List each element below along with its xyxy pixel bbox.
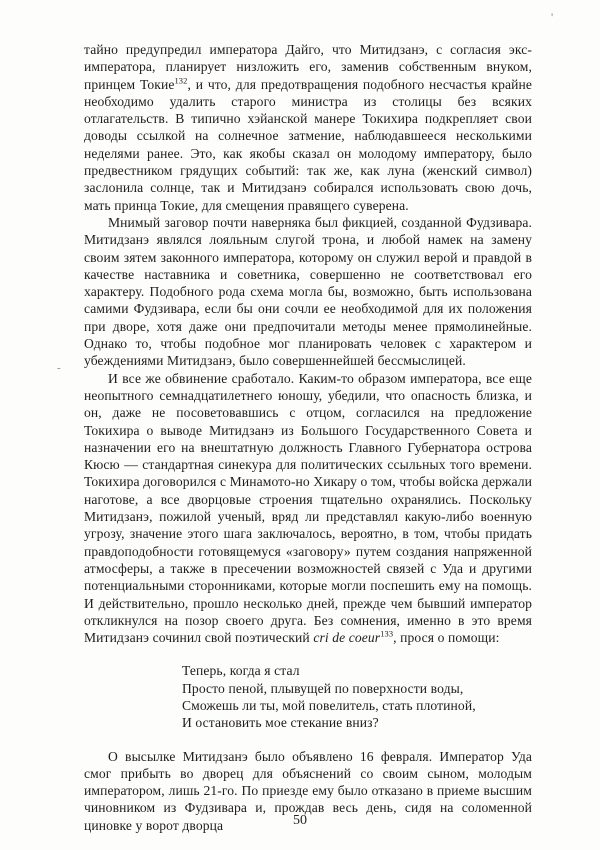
- scan-artifact-left-margin: -: [57, 362, 61, 374]
- text-segment: О высылке Митидзанэ было объявлено 16 февраля. Император Уда смог прибыть во дворец для объяснений со своим сыном, молодым императором, лишь 21-го. По приезде ему было отказано в приеме высшим чиновником из Фудзивара и, прождав весь день, сидя на соломенной циновке у ворот дворца: [84, 748, 532, 833]
- text-segment: Мнимый заговор почти наверняка был фикцией, созданной Фудзивара. Митидзанэ являлся лояльным слугой трона, и любой намек на замену своим зятем законного императора, которому он служил верой и правдой в качестве наставника и советника, совершенно не соответствовал его характеру. Подобного рода схема могла бы, возможно, быть использована самими Фудзивара, если бы они сочли ее необходимой для их положения при дворе, хотя даже они предпочитали методы менее прямолинейные. Однако то, чтобы подобное мог планировать человек с характером и убеждениями Митидзанэ, было совершеннейшей бессмыслицей.: [84, 214, 532, 369]
- paragraph: [84, 370, 532, 647]
- poem-line: Теперь, когда я стал: [182, 663, 300, 679]
- poem: [182, 662, 532, 731]
- scan-artifact-top-right: ': [551, 10, 554, 24]
- footnote-marker: 132: [174, 75, 188, 86]
- poem-line: И остановить мое стекание вниз?: [182, 715, 379, 731]
- latin-phrase: cri de coeur: [313, 630, 381, 646]
- poem-line: Сможешь ли ты, мой повелитель, стать плотиной,: [182, 697, 476, 713]
- text-segment: И все же обвинение сработало. Каким-то образом императора, все еще неопытного семнадцатилетнего юношу, убедили, что опасность близка, и он, даже не посоветовавшись с отцом, согласился на предложение Токихира о выводе Митидзанэ из Большого Государственного Совета и назначении его на внештатную должность Главного Губернатора острова Кюсю — стандартная синекура для политических ссыльных того времени. Токихира договорился с Минамото-но Хикару о том, чтобы войска держали наготове, а все дворцовые строения тщательно охранялись. Поскольку Митидзанэ, пожилой ученый, вряд ли представлял какую-либо военную угрозу, значение этого шага заключалось, вероятно, в том, чтобы придать правдоподобности готовящемуся «заговору» путем создания напряженной атмосферы, а также в пресечении возможностей связей с Уда и другими потенциальными сторонниками, которые могли поспешить ему на помощь. И действительно, прошло несколько дней, прежде чем бывший император откликнулся на позор своего друга. Без сомнения, именно в это время Митидзанэ сочинил свой поэтический: [84, 370, 532, 646]
- paragraph: [84, 214, 532, 370]
- paragraph: [84, 41, 532, 214]
- poem-line: Просто пеной, плывущей по поверхности воды,: [182, 680, 464, 696]
- text-segment: тайно предупредил императора Дайго, что Митидзанэ, с согласия экс-императора, планирует низложить его, заменив собственным внуком, принцем Токие: [84, 42, 532, 92]
- text-block: [84, 41, 532, 834]
- text-segment: , прося о помощи:: [393, 630, 500, 646]
- footnote-marker: 133: [380, 628, 394, 639]
- text-segment: , и что, для предотвращения подобного несчастья крайне необходимо удалить старого министра из столицы без всяких отлагательств. В типично хэйанской манере Токихира подкрепляет свои доводы ссылкой на солнечное затмение, наблюдавшееся несколькими неделями ранее. Это, как якобы сказал он молодому императору, было предвестником грядущих событий: так же, как луна (женский символ) заслонила солнце, так и Митидзанэ собирался использовать свою дочь, мать принца Токие, для смещения правящего суверена.: [84, 76, 532, 213]
- page-number: 50: [293, 813, 307, 828]
